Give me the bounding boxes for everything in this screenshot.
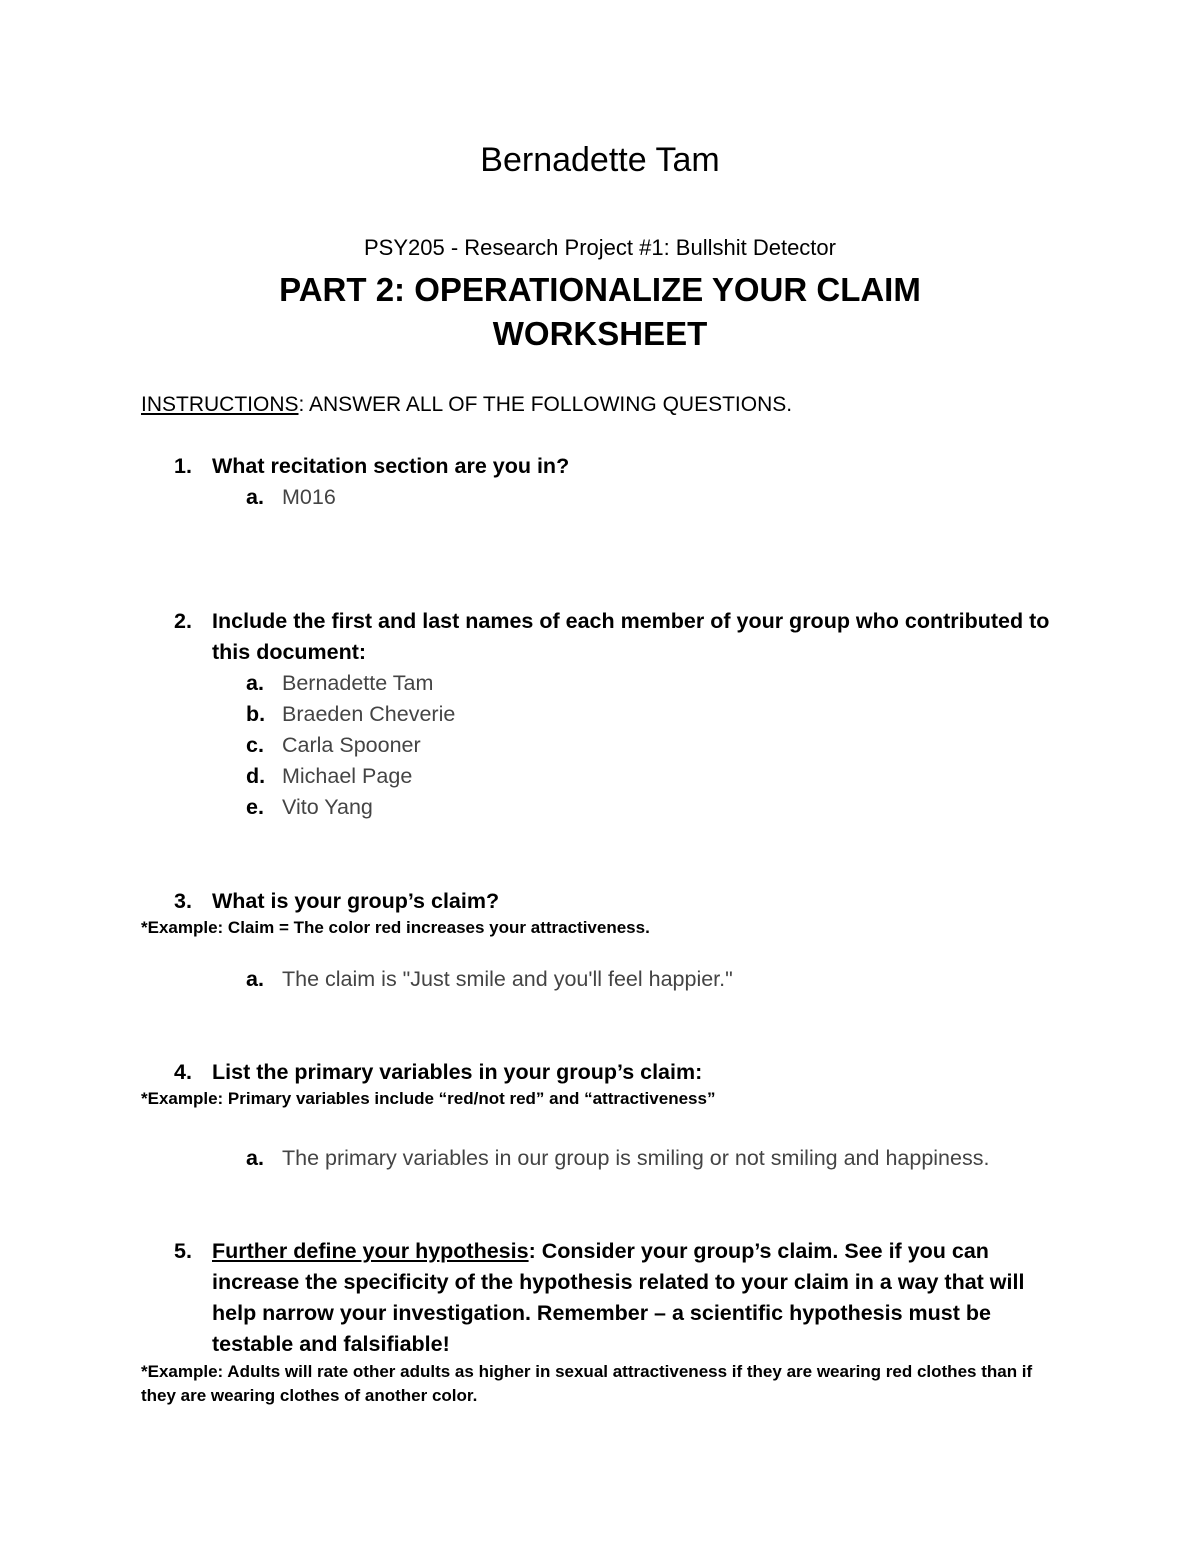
instructions-text: : ANSWER ALL OF THE FOLLOWING QUESTIONS.: [298, 393, 793, 416]
worksheet-title-line-2: WORKSHEET: [492, 315, 708, 352]
question-underlined-text: Further define your hypothesis: [212, 1239, 529, 1263]
answer-letter: e.: [246, 795, 264, 819]
worksheet-title: [0, 268, 1200, 356]
answer-text: Michael Page: [282, 764, 413, 788]
answer-letter: c.: [246, 733, 264, 757]
answer-2e: [246, 792, 373, 823]
question-5: [174, 1236, 1074, 1360]
question-1: [174, 451, 1074, 482]
answer-letter: a.: [246, 671, 264, 695]
question-3: [174, 886, 1074, 917]
question-text: What is your group’s claim?: [212, 889, 500, 913]
question-text: [212, 1236, 1074, 1360]
worksheet-title-line-1: PART 2: OPERATIONALIZE YOUR CLAIM: [279, 271, 921, 308]
example-note-4: *Example: Primary variables include “red/not red” and “attractiveness”: [141, 1089, 716, 1108]
answer-letter: a.: [246, 1146, 264, 1170]
answer-letter: b.: [246, 702, 266, 726]
question-text: List the primary variables in your group’s claim:: [212, 1060, 703, 1084]
question-number: 3.: [174, 889, 192, 913]
answer-text: M016: [282, 485, 336, 509]
answer-1a: [246, 482, 336, 513]
question-number: 1.: [174, 454, 192, 478]
question-number: 2.: [174, 609, 192, 633]
question-text: What recitation section are you in?: [212, 454, 570, 478]
answer-letter: d.: [246, 764, 266, 788]
example-note-3: *Example: Claim = The color red increases your attractiveness.: [141, 918, 650, 937]
instructions: [141, 390, 792, 420]
author-name: Bernadette Tam: [480, 141, 720, 179]
answer-text: Carla Spooner: [282, 733, 421, 757]
example-note-5: *Example: Adults will rate other adults as higher in sexual attractiveness if they are wearing red clothes than if they are wearing clothes of another color.: [141, 1362, 1033, 1405]
question-4: [174, 1057, 1074, 1088]
instructions-label: INSTRUCTIONS: [141, 393, 299, 416]
question-text: Include the first and last names of each member of your group who contributed to this document:: [212, 609, 1050, 664]
answer-text: Braeden Cheverie: [282, 702, 456, 726]
question-2: [174, 606, 1074, 668]
course-title: PSY205 - Research Project #1: Bullshit Detector: [363, 235, 836, 260]
answer-2c: [246, 730, 421, 761]
answer-2d: [246, 761, 412, 792]
answer-text: Vito Yang: [282, 795, 373, 819]
answer-text: The primary variables in our group is smiling or not smiling and happiness.: [282, 1146, 990, 1170]
answer-4a: [246, 1143, 989, 1174]
question-body-text: : Consider your group’s claim. See if you can increase the specificity of the hypothesis related to your claim in a way that will help narrow your investigation. Remember – a scientific hypothesis must be testable and falsifiable!: [212, 1239, 1025, 1356]
answer-2b: [246, 699, 455, 730]
question-number: 4.: [174, 1060, 192, 1084]
answer-text: Bernadette Tam: [282, 671, 434, 695]
answer-letter: a.: [246, 967, 264, 991]
answer-text: The claim is "Just smile and you'll feel happier.": [282, 967, 733, 991]
answer-letter: a.: [246, 485, 264, 509]
answer-3a: [246, 964, 733, 995]
question-number: 5.: [174, 1239, 192, 1263]
answer-2a: [246, 668, 433, 699]
